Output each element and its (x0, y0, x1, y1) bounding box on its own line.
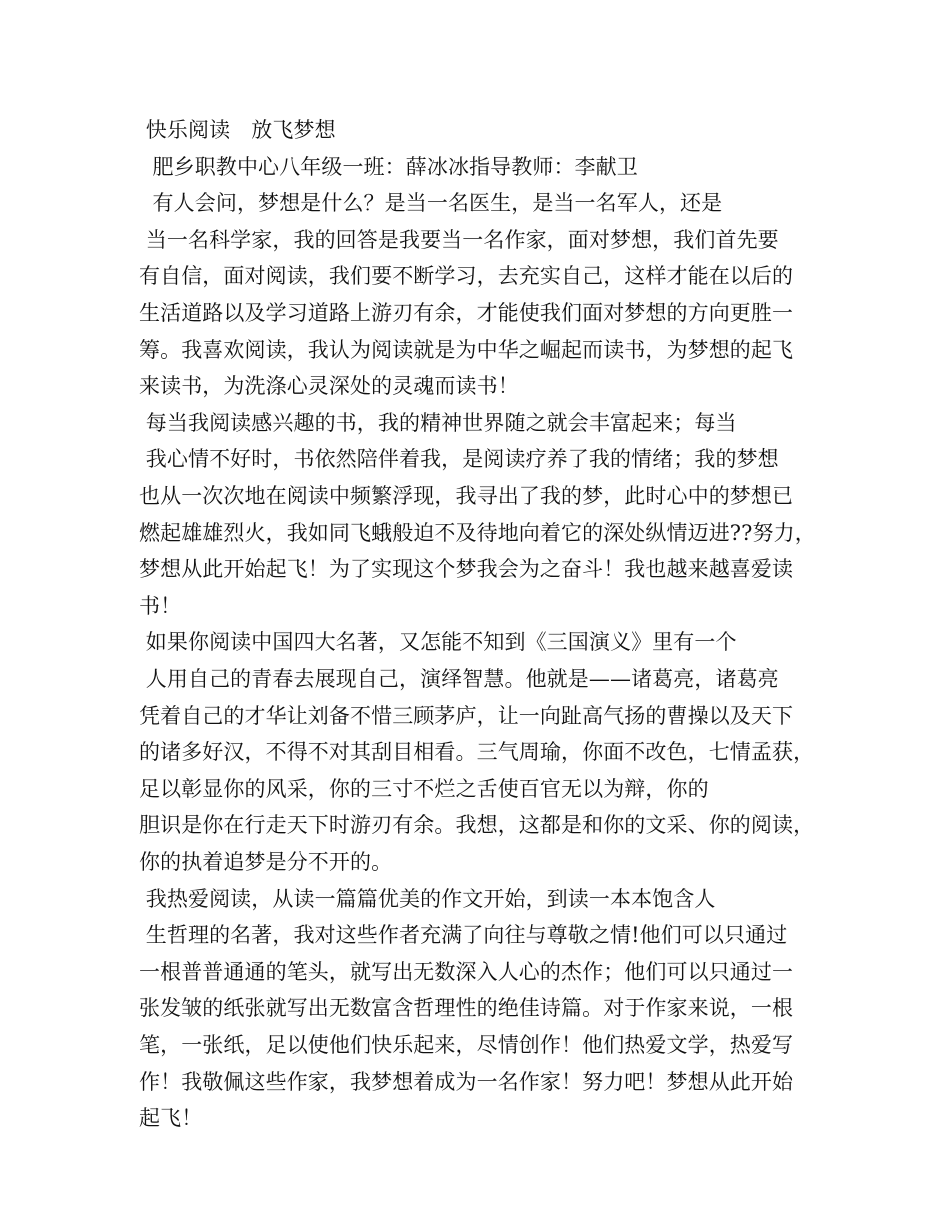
text-line: 筹。我喜欢阅读，我认为阅读就是为中华之崛起而读书，为梦想的起飞 (139, 338, 794, 362)
text-line: 胆识是你在行走天下时游刃有余。我想，这都是和你的文采、你的阅读， (139, 813, 815, 837)
text-line: 燃起雄雄烈火，我如同飞蛾般迫不及待地向着它的深处纵情迈进??努力， (139, 521, 816, 545)
document-title: 快乐阅读 放飞梦想 (139, 118, 336, 142)
text-line: 如果你阅读中国四大名著，又怎能不知到《三国演义》里有一个 (139, 630, 737, 654)
text-line: 你的执着追梦是分不开的。 (139, 850, 393, 874)
text-line: 生活道路以及学习道路上游刃有余，才能使我们面对梦想的方向更胜一 (139, 301, 794, 325)
text-line: 生哲理的名著，我对这些作者充满了向往与尊敬之情!他们可以只通过 (139, 923, 788, 947)
text-line: 人用自己的青春去展现自己，演绎智慧。他就是——诸葛亮，诸葛亮 (139, 667, 779, 691)
text-line: 一根普普通通的笔头，就写出无数深入人心的杰作；他们可以只通过一 (139, 960, 794, 984)
text-line: 每当我阅读感兴趣的书，我的精神世界随之就会丰富起来；每当 (139, 411, 737, 435)
text-line: 来读书，为洗涤心灵深处的灵魂而读书！ (139, 374, 519, 398)
author-line: 肥乡职教中心八年级一班：薛冰冰指导教师：李献卫 (139, 155, 638, 179)
text-line: 张发皱的纸张就写出无数富含哲理性的绝佳诗篇。对于作家来说，一根 (139, 996, 794, 1020)
text-line: 起飞！ (139, 1106, 203, 1130)
text-line: 也从一次次地在阅读中频繁浮现，我寻出了我的梦，此时心中的梦想已 (139, 484, 794, 508)
text-line: 我热爱阅读，从读一篇篇优美的作文开始，到读一本本饱含人 (139, 887, 716, 911)
text-line: 足以彰显你的风采，你的三寸不烂之舌使百官无以为辩，你的 (139, 777, 709, 801)
text-line: 凭着自己的才华让刘备不惜三顾茅庐，让一向趾高气扬的曹操以及天下 (139, 704, 794, 728)
text-line: 有自信，面对阅读，我们要不断学习，去充实自己，这样才能在以后的 (139, 264, 794, 288)
text-line: 有人会问，梦想是什么？是当一名医生，是当一名军人，还是 (139, 191, 723, 215)
text-line: 书！ (139, 594, 182, 618)
text-line: 的诸多好汉，不得不对其刮目相看。三气周瑜，你面不改色，七情孟获， (139, 740, 815, 764)
text-line: 笔，一张纸，足以使他们快乐起来，尽情创作！他们热爱文学，热爱写 (139, 1033, 794, 1057)
text-line: 我心情不好时，书依然陪伴着我，是阅读疗养了我的情绪；我的梦想 (139, 447, 779, 471)
text-line: 梦想从此开始起飞！为了实现这个梦我会为之奋斗！我也越来越喜爱读 (139, 557, 794, 581)
text-line: 当一名科学家，我的回答是我要当一名作家，面对梦想，我们首先要 (139, 228, 779, 252)
text-line: 作！我敬佩这些作家，我梦想着成为一名作家！努力吧！梦想从此开始 (139, 1070, 794, 1094)
